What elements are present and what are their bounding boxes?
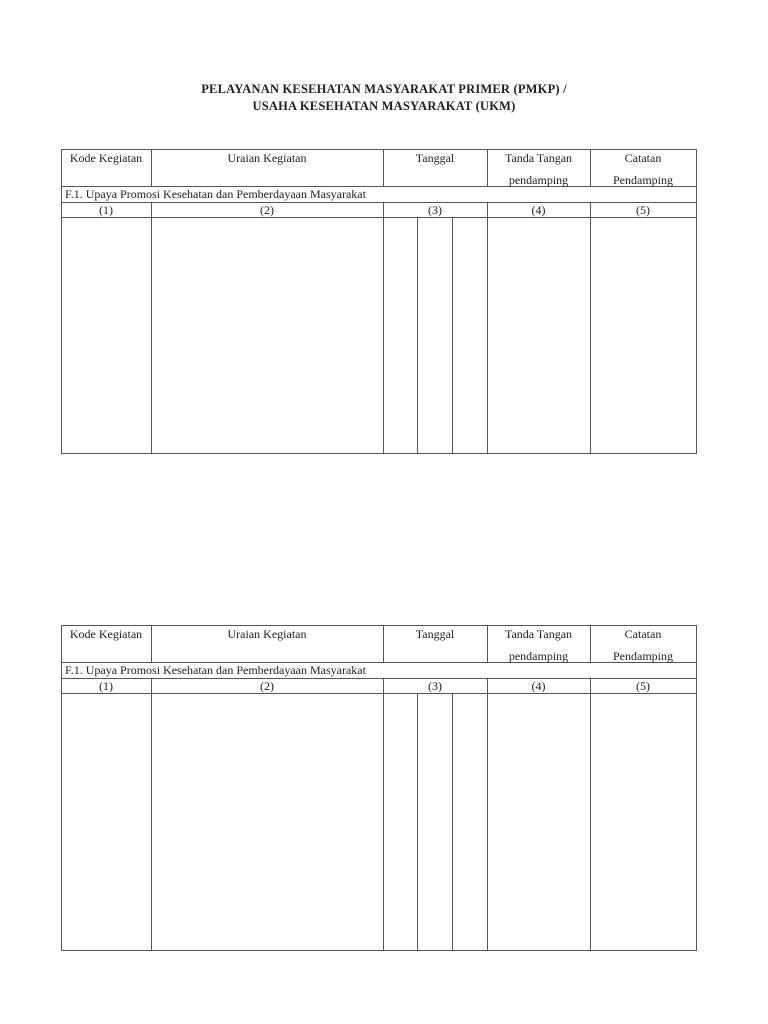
header-uraian-kegiatan: Uraian Kegiatan	[227, 151, 307, 165]
column-number-2: (2)	[260, 203, 274, 217]
title-line-1: PELAYANAN KESEHATAN MASYARAKAT PRIMER (PMKP) /	[201, 82, 567, 96]
header-catatan-line2: Pendamping	[613, 173, 673, 187]
document-title	[0, 81, 768, 115]
activity-form-2	[61, 625, 697, 951]
header-uraian-kegiatan: Uraian Kegiatan	[227, 627, 307, 641]
section-label: F.1. Upaya Promosi Kesehatan dan Pemberdayaan Masyarakat	[65, 663, 366, 677]
cell-catatan	[591, 218, 696, 453]
cell-catatan	[591, 694, 696, 950]
cell-kode-kegiatan	[62, 218, 151, 453]
header-tanda-tangan-line2: pendamping	[508, 173, 569, 187]
header-catatan: Catatan	[624, 627, 662, 641]
header-tanda-tangan: Tanda Tangan	[504, 151, 573, 165]
column-number-2: (2)	[260, 679, 274, 693]
cell-uraian-kegiatan	[152, 694, 383, 950]
table-border-bottom	[61, 950, 697, 951]
column-number-3: (3)	[428, 679, 442, 693]
cell-tanggal	[384, 218, 487, 453]
cell-tanggal	[384, 694, 487, 950]
header-tanda-tangan: Tanda Tangan	[504, 627, 573, 641]
cell-tanda-tangan	[488, 218, 590, 453]
cell-tanda-tangan	[488, 694, 590, 950]
column-number-3: (3)	[428, 203, 442, 217]
cell-kode-kegiatan	[62, 694, 151, 950]
column-number-1: (1)	[99, 203, 113, 217]
header-kode-kegiatan: Kode Kegiatan	[69, 627, 143, 641]
column-number-5: (5)	[636, 679, 650, 693]
header-tanggal: Tanggal	[415, 151, 455, 165]
header-catatan: Catatan	[624, 151, 662, 165]
table-border-top	[61, 149, 697, 150]
title-line-2: USAHA KESEHATAN MASYARAKAT (UKM)	[252, 99, 516, 113]
activity-form-1	[61, 149, 697, 454]
cell-uraian-kegiatan	[152, 218, 383, 453]
column-number-5: (5)	[636, 203, 650, 217]
table-border-top	[61, 625, 697, 626]
header-catatan-line2: Pendamping	[613, 649, 673, 663]
section-label: F.1. Upaya Promosi Kesehatan dan Pemberdayaan Masyarakat	[65, 187, 366, 201]
column-number-4: (4)	[531, 679, 546, 693]
table-border-right	[696, 625, 697, 951]
table-border-bottom	[61, 453, 697, 454]
header-kode-kegiatan: Kode Kegiatan	[69, 151, 143, 165]
column-number-1: (1)	[99, 679, 113, 693]
header-tanda-tangan-line2: pendamping	[508, 649, 569, 663]
header-tanggal: Tanggal	[415, 627, 455, 641]
column-number-4: (4)	[531, 203, 546, 217]
table-border-right	[696, 149, 697, 454]
